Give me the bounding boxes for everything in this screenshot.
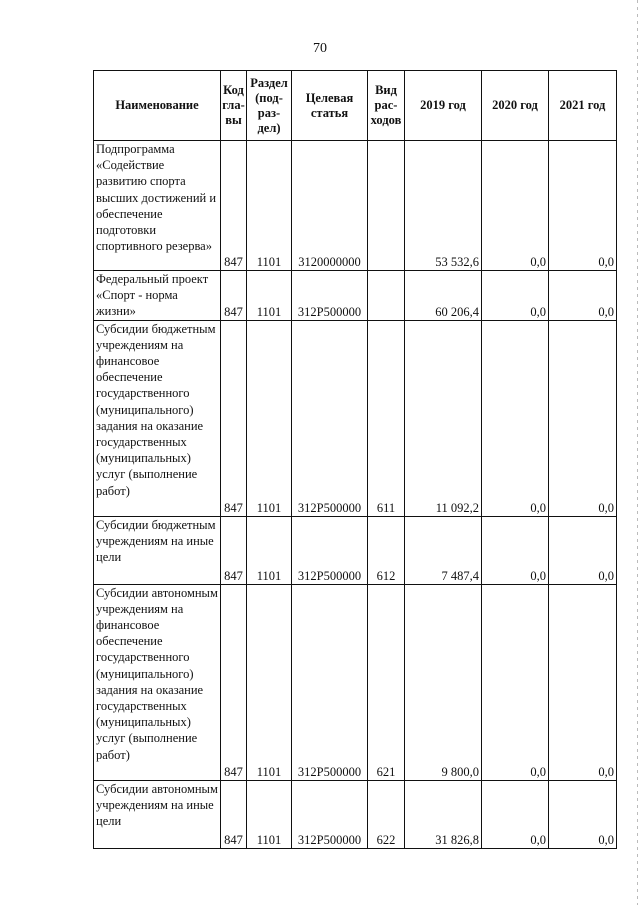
row-target: 312P500000	[292, 584, 368, 780]
row-target: 312P500000	[292, 516, 368, 584]
row-2020: 0,0	[482, 584, 549, 780]
row-target: 3120000000	[292, 141, 368, 271]
row-chapter: 847	[221, 271, 247, 321]
row-expense: 612	[368, 516, 405, 584]
row-target: 312P500000	[292, 271, 368, 321]
row-2021: 0,0	[549, 780, 617, 848]
row-chapter: 847	[221, 320, 247, 516]
table-row	[94, 271, 617, 321]
row-name: Субсидии бюджетным учреждениям на иные цели	[94, 516, 221, 584]
row-2020: 0,0	[482, 320, 549, 516]
row-chapter: 847	[221, 584, 247, 780]
row-2019: 11 092,2	[405, 320, 482, 516]
row-2020: 0,0	[482, 780, 549, 848]
row-name: Субсидии бюджетным учреждениям на финансовое обеспечение государственного (муниципального) задания на оказание государственных (муниципальных) услуг (выполнение работ)	[94, 320, 221, 516]
row-name: Субсидии автономным учреждениям на иные цели	[94, 780, 221, 848]
table-row	[94, 320, 617, 516]
page-number: 70	[313, 41, 327, 56]
row-2020: 0,0	[482, 516, 549, 584]
header-target-article: Целевая статья	[292, 71, 368, 141]
scan-edge-divider	[637, 0, 638, 905]
row-2019: 9 800,0	[405, 584, 482, 780]
row-2019: 53 532,6	[405, 141, 482, 271]
row-section: 1101	[247, 320, 292, 516]
row-2020: 0,0	[482, 271, 549, 321]
row-section: 1101	[247, 584, 292, 780]
row-2021: 0,0	[549, 584, 617, 780]
row-name: Субсидии автономным учреждениям на финансовое обеспечение государственного (муниципального) задания на оказание государственных (муниципальных) услуг (выполнение работ)	[94, 584, 221, 780]
row-chapter: 847	[221, 141, 247, 271]
row-target: 312P500000	[292, 320, 368, 516]
row-section: 1101	[247, 780, 292, 848]
row-chapter: 847	[221, 516, 247, 584]
table-header-row	[94, 71, 617, 141]
row-expense: 611	[368, 320, 405, 516]
header-expense-type: Вид рас-ходов	[368, 71, 405, 141]
header-name: Наименование	[94, 71, 221, 141]
header-2020: 2020 год	[482, 71, 549, 141]
table-row	[94, 584, 617, 780]
row-name: Федеральный проект «Спорт - норма жизни»	[94, 271, 221, 321]
row-2019: 7 487,4	[405, 516, 482, 584]
table-row	[94, 141, 617, 271]
row-section: 1101	[247, 271, 292, 321]
row-chapter: 847	[221, 780, 247, 848]
row-expense: 622	[368, 780, 405, 848]
row-2020: 0,0	[482, 141, 549, 271]
table-row	[94, 780, 617, 848]
row-expense	[368, 271, 405, 321]
row-target: 312P500000	[292, 780, 368, 848]
row-2019: 60 206,4	[405, 271, 482, 321]
row-2021: 0,0	[549, 516, 617, 584]
row-2021: 0,0	[549, 320, 617, 516]
row-2021: 0,0	[549, 271, 617, 321]
row-2019: 31 826,8	[405, 780, 482, 848]
row-section: 1101	[247, 141, 292, 271]
row-2021: 0,0	[549, 141, 617, 271]
row-expense	[368, 141, 405, 271]
row-name: Подпрограмма «Содействие развитию спорта высших достижений и обеспечение подготовки спортивного резерва»	[94, 141, 221, 271]
header-section: Раздел (под-раз-дел)	[247, 71, 292, 141]
header-chapter-code: Код гла-вы	[221, 71, 247, 141]
header-2021: 2021 год	[549, 71, 617, 141]
table-row	[94, 516, 617, 584]
budget-table	[93, 70, 617, 849]
row-section: 1101	[247, 516, 292, 584]
header-2019: 2019 год	[405, 71, 482, 141]
row-expense: 621	[368, 584, 405, 780]
